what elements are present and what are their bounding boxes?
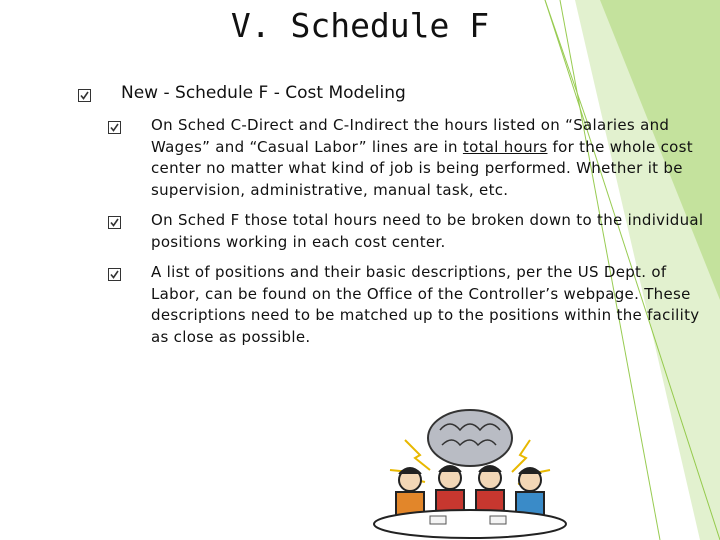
checkbox-bullet-icon xyxy=(108,121,121,134)
checkbox-bullet-icon xyxy=(108,216,121,229)
sub-bullet-1 xyxy=(151,115,716,201)
sub-bullet-3: A list of positions and their basic descriptions, per the US Dept. of Labor, can be found on the Office of the Controller’s webpage. These descriptions need to be matched up to the positions within the facility as close as possible. xyxy=(151,263,700,346)
checkbox-bullet-icon xyxy=(78,89,91,102)
brainstorm-meeting-clipart xyxy=(370,400,570,540)
sub-bullet-1-text-a: On Sched C-Direct and C-Indirect the hours listed on “Salaries and Wages” and “Casual Labor” lines are in xyxy=(151,116,670,156)
bullet-heading: New - Schedule F - Cost Modeling xyxy=(121,83,406,103)
sub-bullet-2: On Sched F those total hours need to be broken down to the individual positions working in each cost center. xyxy=(151,211,704,251)
checkbox-bullet-icon xyxy=(108,268,121,281)
sub-bullet-1-text-b: for the whole cost center no matter what kind of job is being performed. Whether it be supervision, administrative, manual task, etc. xyxy=(151,137,693,199)
sub-bullet-1-underlined: total hours xyxy=(462,137,548,156)
slide-title: V. Schedule F xyxy=(230,6,490,45)
